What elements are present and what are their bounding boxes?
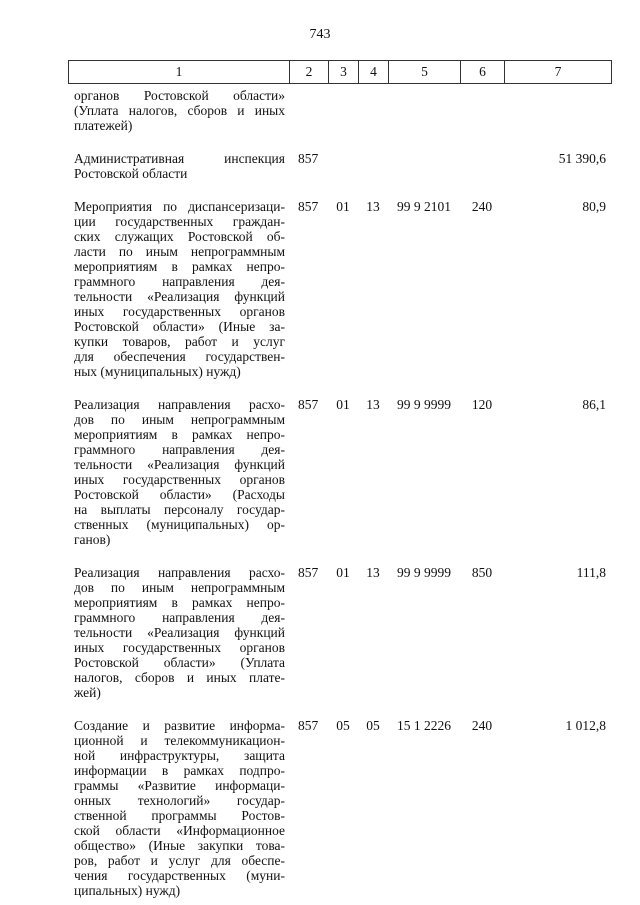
table-row: [68, 379, 611, 547]
cell-subsection: 13: [366, 397, 380, 412]
cell-amount: 86,1: [582, 397, 606, 412]
description-line: граммного направления дея-: [74, 274, 285, 289]
description-line: ских служащих Ростовской об-: [74, 229, 285, 244]
description-line: ской области «Информационное: [74, 823, 285, 838]
table-row: [68, 547, 611, 700]
description-line: Административная инспекция: [74, 151, 285, 166]
description-line: платежей): [74, 118, 133, 133]
cell-section: [328, 88, 358, 133]
table-row: [68, 700, 611, 898]
cell-admin-code: 857: [298, 565, 319, 580]
description-line: жей): [74, 685, 101, 700]
cell-subsection: 13: [366, 199, 380, 214]
description-line: иных государственных органов: [74, 304, 285, 319]
description-line: чения государственных (муни-: [74, 868, 285, 883]
description-line: купки товаров, работ и услуг: [74, 334, 285, 349]
budget-table: [68, 88, 611, 898]
row-description: [68, 133, 289, 181]
description-line: ции государственных граждан-: [74, 214, 285, 229]
row-description: [68, 379, 289, 547]
cell-expense-type: 850: [471, 565, 493, 580]
cell-target-item: 99 9 2101: [397, 199, 451, 214]
cell-section: [328, 133, 358, 181]
page-number: 743: [309, 27, 331, 42]
cell-amount: 1 012,8: [565, 718, 606, 733]
cell-expense-type: 240: [471, 718, 493, 733]
description-line: дов по иным непрограммным: [74, 580, 285, 595]
description-line: для обеспечения государствен-: [74, 349, 285, 364]
column-header-row: [68, 60, 612, 84]
row-description: [68, 547, 289, 700]
cell-admin-code: [289, 88, 328, 133]
description-line: ционной и телекоммуникацион-: [74, 733, 285, 748]
description-line: Реализация направления расхо-: [74, 397, 285, 412]
description-line: на выплаты персоналу государ-: [74, 502, 285, 517]
header-col-4: 4: [359, 61, 389, 84]
description-line: ласти по иным непрограммным: [74, 244, 285, 259]
description-line: органов Ростовской области»: [74, 88, 285, 103]
description-line: Мероприятия по диспансеризаци-: [74, 199, 285, 214]
description-line: граммного направления дея-: [74, 610, 285, 625]
description-line: Ростовской области: [74, 166, 188, 181]
description-line: общество» (Иные закупки това-: [74, 838, 285, 853]
cell-expense-type: [460, 88, 504, 133]
table-row: [68, 181, 611, 379]
cell-subsection: [358, 88, 388, 133]
cell-subsection: [358, 133, 388, 181]
cell-admin-code: 857: [298, 199, 319, 214]
description-line: ственных (муниципальных) ор-: [74, 517, 285, 532]
description-line: (Уплата налогов, сборов и иных: [74, 103, 285, 118]
description-line: ных (муниципальных) нужд): [74, 364, 241, 379]
description-line: налогов, сборов и иных плате-: [74, 670, 285, 685]
cell-section: 05: [336, 718, 350, 733]
cell-section: 01: [336, 199, 350, 214]
description-line: мероприятиям в рамках непро-: [74, 595, 285, 610]
description-line: дов по иным непрограммным: [74, 412, 285, 427]
description-line: Ростовской области» (Расходы: [74, 487, 285, 502]
cell-target-item: [388, 88, 460, 133]
description-line: информации в рамках подпро-: [74, 763, 285, 778]
description-line: тельности «Реализация функций: [74, 457, 285, 472]
cell-target-item: [388, 133, 460, 181]
cell-target-item: 15 1 2226: [397, 718, 451, 733]
description-line: тельности «Реализация функций: [74, 625, 285, 640]
description-line: ципальных) нужд): [74, 883, 181, 898]
cell-section: 01: [336, 397, 350, 412]
description-line: граммного направления дея-: [74, 442, 285, 457]
cell-amount: 80,9: [582, 199, 606, 214]
header-col-6: 6: [461, 61, 505, 84]
cell-admin-code: 857: [298, 151, 319, 166]
header-col-1: 1: [69, 61, 290, 84]
description-line: мероприятиям в рамках непро-: [74, 259, 285, 274]
description-line: иных государственных органов: [74, 472, 285, 487]
cell-target-item: 99 9 9999: [397, 397, 451, 412]
description-line: Создание и развитие информа-: [74, 718, 285, 733]
row-description: [68, 700, 289, 898]
description-line: Ростовской области» (Иные за-: [74, 319, 285, 334]
header-col-5: 5: [389, 61, 461, 84]
header-col-2: 2: [290, 61, 329, 84]
description-line: тельности «Реализация функций: [74, 289, 285, 304]
cell-expense-type: 240: [471, 199, 493, 214]
cell-expense-type: [460, 133, 504, 181]
table-row: [68, 88, 611, 133]
description-line: мероприятиям в рамках непро-: [74, 427, 285, 442]
table-row: [68, 133, 611, 181]
cell-target-item: 99 9 9999: [397, 565, 451, 580]
description-line: ной инфраструктуры, защита: [74, 748, 285, 763]
cell-section: 01: [336, 565, 350, 580]
description-line: онных технологий» государ-: [74, 793, 285, 808]
cell-amount: 111,8: [576, 565, 606, 580]
description-line: ственной программы Ростов-: [74, 808, 285, 823]
row-description: [68, 88, 289, 133]
cell-subsection: 13: [366, 565, 380, 580]
cell-expense-type: 120: [471, 397, 493, 412]
cell-admin-code: 857: [298, 718, 319, 733]
cell-amount: 51 390,6: [558, 151, 606, 166]
cell-subsection: 05: [366, 718, 380, 733]
description-line: иных государственных органов: [74, 640, 285, 655]
description-line: Ростовской области» (Уплата: [74, 655, 285, 670]
cell-admin-code: 857: [298, 397, 319, 412]
description-line: ганов): [74, 532, 111, 547]
header-col-3: 3: [329, 61, 359, 84]
description-line: граммы «Развитие информаци-: [74, 778, 285, 793]
row-description: [68, 181, 289, 379]
description-line: Реализация направления расхо-: [74, 565, 285, 580]
description-line: ров, работ и услуг для обеспе-: [74, 853, 285, 868]
cell-amount: [504, 88, 611, 133]
header-col-7: 7: [505, 61, 612, 84]
